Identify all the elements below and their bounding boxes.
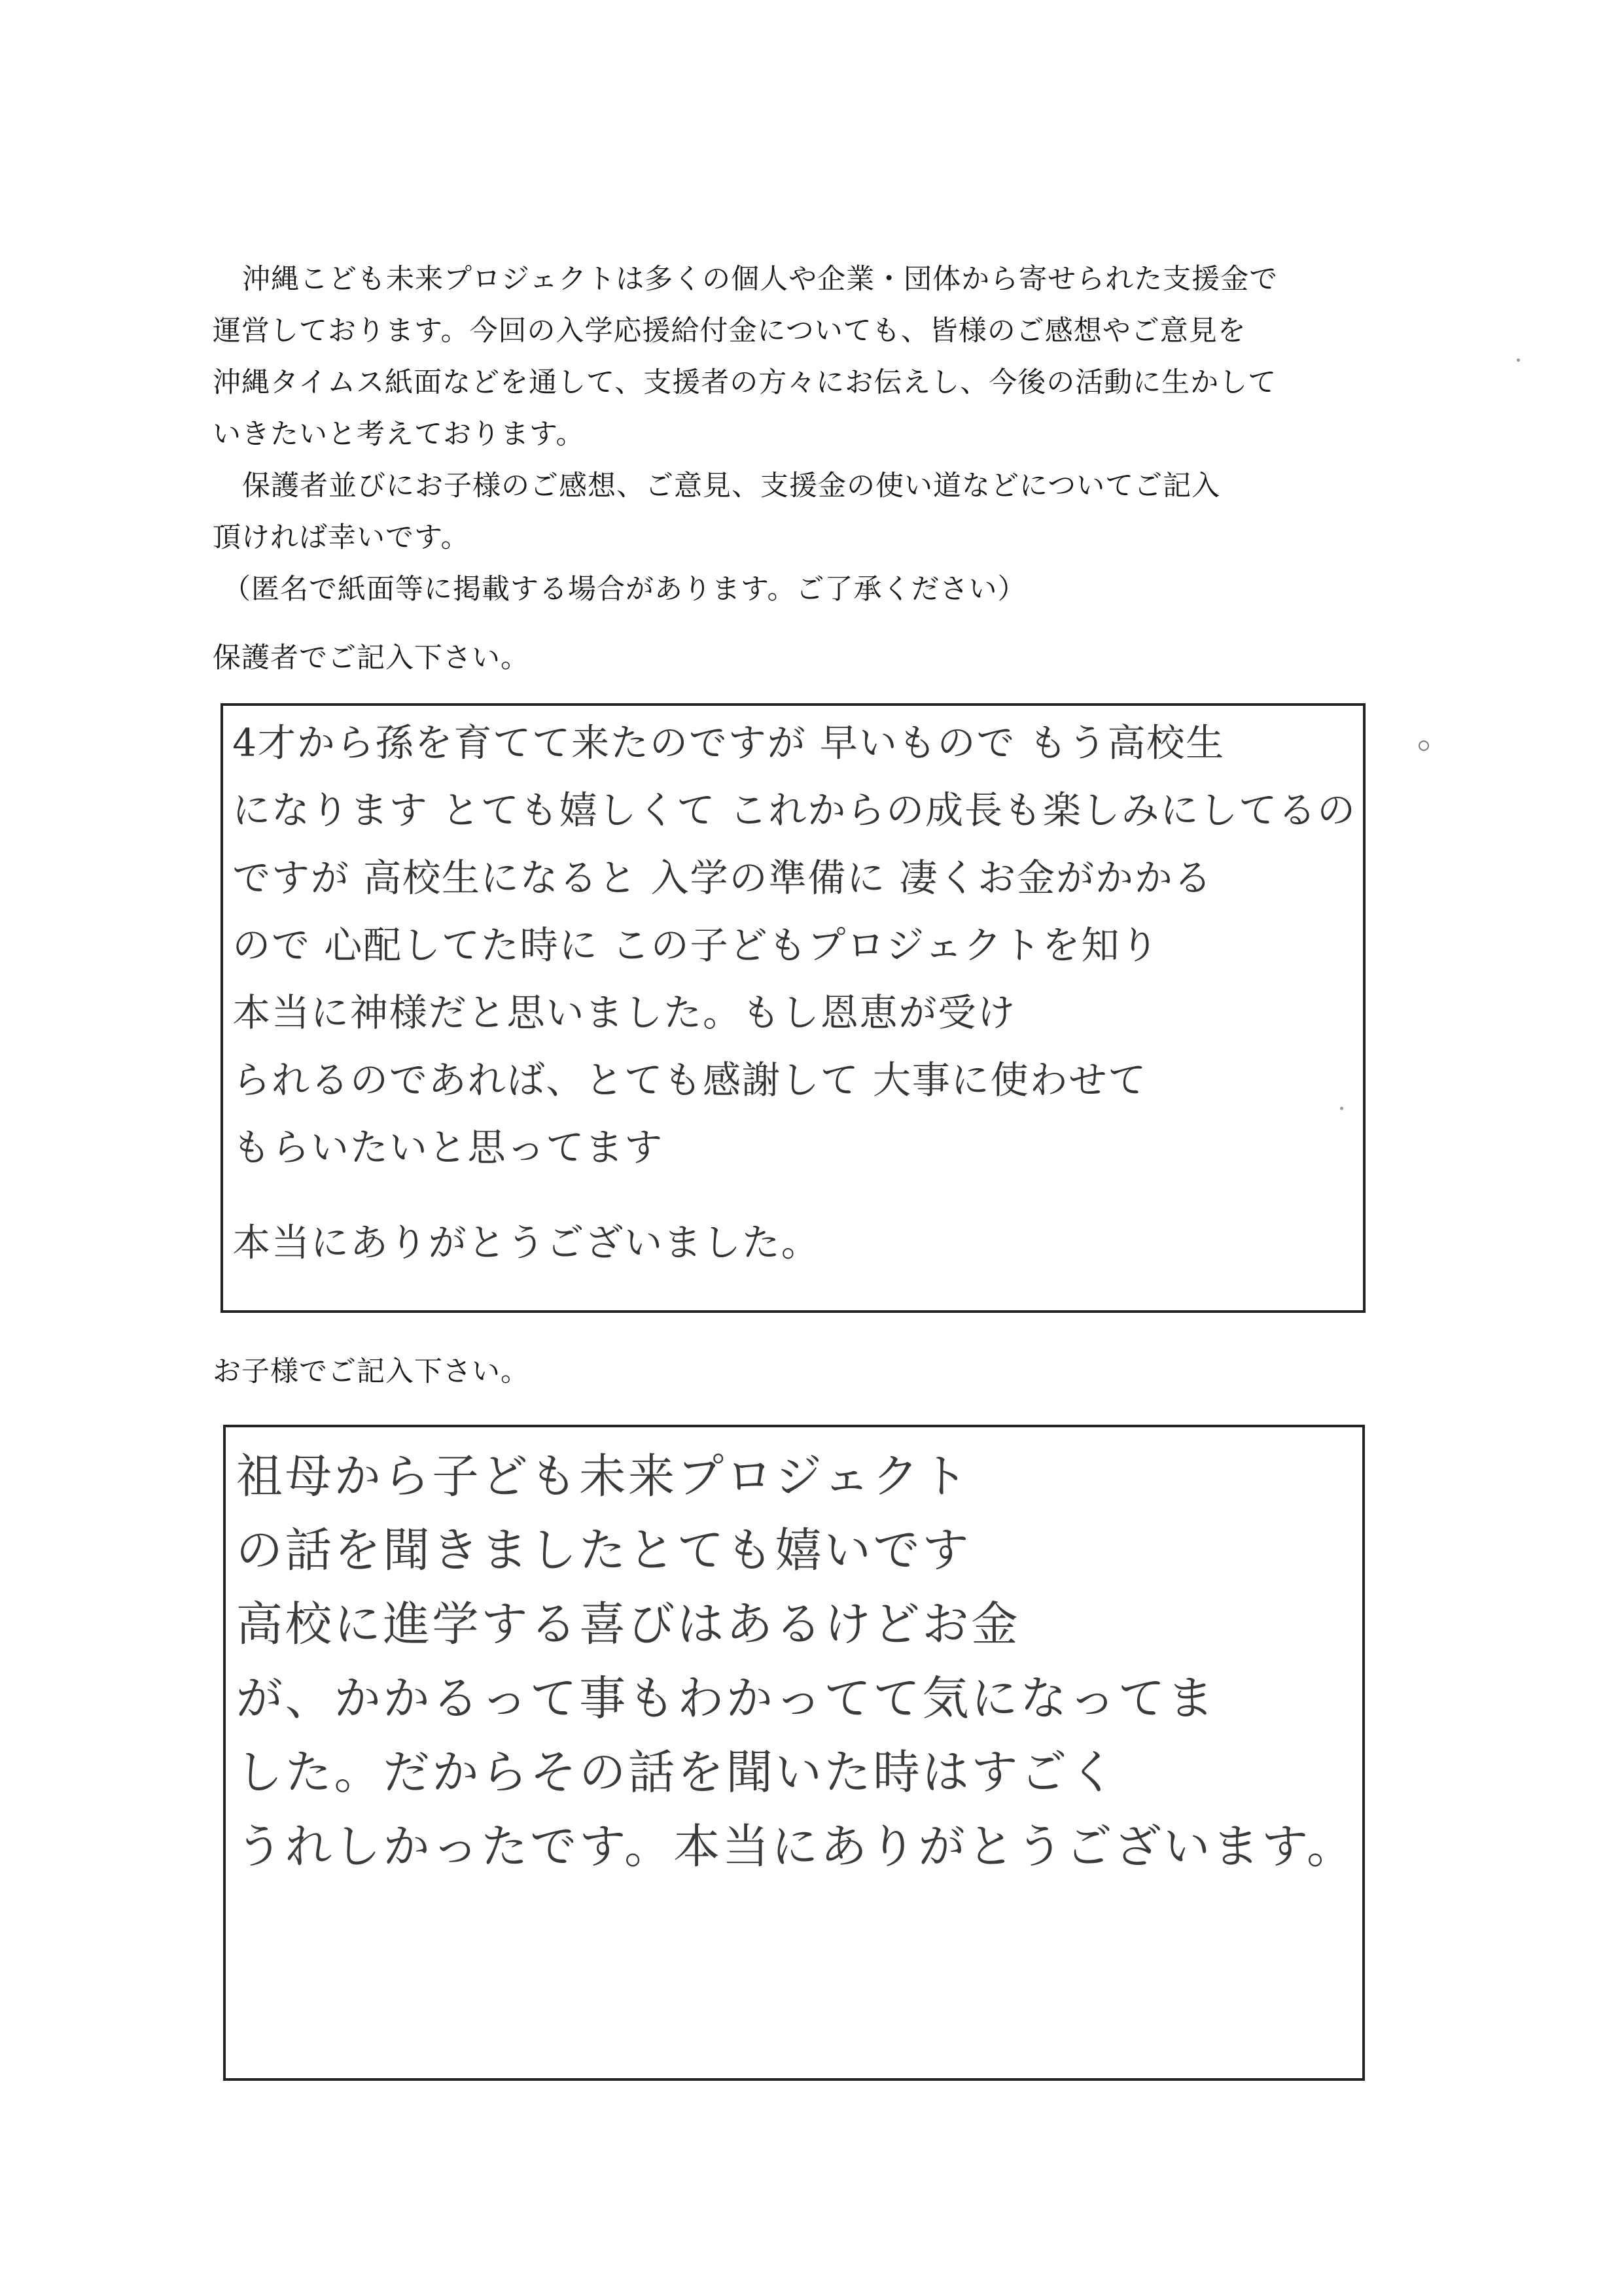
child-line: が、かかるって事もわかってて気になってま — [236, 1671, 1216, 1726]
scan-speck — [1517, 358, 1520, 362]
guardian-line: になります とても嬉しくて これからの成長も楽しみにしてるの — [232, 788, 1356, 833]
child-line: 祖母から子ども未来プロジェクト — [236, 1449, 970, 1504]
guardian-section-label: 保護者でご記入下さい。 — [213, 642, 529, 674]
child-line: 高校に進学する喜びはあるけどお金 — [236, 1597, 1021, 1652]
guardian-line: ですが 高校生になると 入学の準備に 凄くお金がかかる — [232, 856, 1213, 900]
intro-note: （匿名で紙面等に掲載する場合があります。ご了承ください） — [222, 573, 1027, 606]
guardian-line: ので 心配してた時に この子どもプロジェクトを知り — [232, 923, 1160, 967]
intro-line: いきたいと考えております。 — [213, 418, 585, 451]
child-line: した。だからその話を聞いた時はすごく — [236, 1745, 1118, 1800]
scan-speck — [1340, 1107, 1343, 1110]
guardian-line: 本当にありがとうございました。 — [232, 1220, 821, 1265]
child-comment-box — [223, 1425, 1365, 2081]
intro-line: 運営しております。今回の入学応援給付金についても、皆様のご感想やご意見を — [213, 315, 1246, 347]
guardian-line: もらいたいと思ってます — [232, 1125, 664, 1170]
guardian-handwritten-text — [223, 706, 1356, 1276]
child-line: うれしかったです。本当にありがとうございます。 — [236, 1820, 1356, 1874]
guardian-line: られるのであれば、とても感謝して 大事に使わせて — [232, 1058, 1148, 1103]
guardian-comment-box — [221, 703, 1366, 1313]
guardian-line: 4才から孫を育てて来たのですが 早いもので もう高校生 — [232, 720, 1226, 765]
scan-speck — [1419, 740, 1429, 751]
intro-line: 保護者並びにお子様のご感想、ご意見、支援金の使い道などについてご記入 — [242, 470, 1221, 502]
intro-line: 頂ければ幸いです。 — [213, 521, 470, 554]
child-section-label: お子様でご記入下さい。 — [213, 1355, 529, 1388]
intro-line: 沖縄こども未来プロジェクトは多くの個人や企業・団体から寄せられた支援金で — [242, 263, 1279, 296]
guardian-line: 本当に神様だと思いました。もし恩恵が受け — [232, 990, 1017, 1035]
child-line: の話を聞きましたとても嬉いです — [236, 1523, 972, 1578]
intro-line: 沖縄タイムス紙面などを通して、支援者の方々にお伝えし、今後の活動に生かして — [213, 366, 1277, 399]
child-handwritten-text — [226, 1427, 1356, 1884]
intro-text — [213, 254, 1430, 616]
